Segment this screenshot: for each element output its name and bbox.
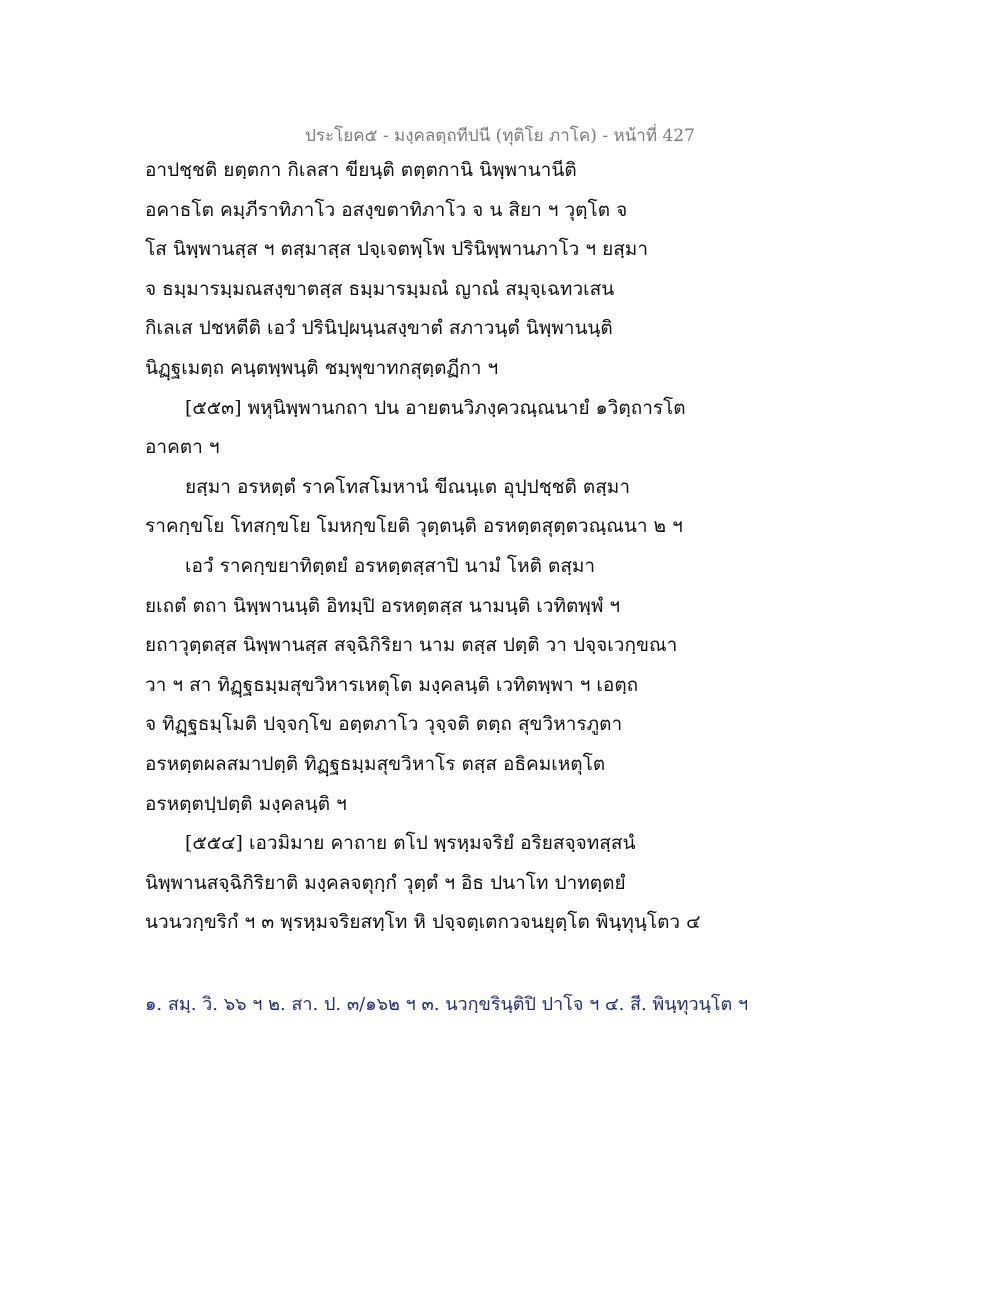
text-line: อาปชฺชติ ยตฺตกา กิเลสา ขียนฺติ ตตฺตกานิ นิพฺพานานีติ [145, 159, 577, 181]
text-line: นิฏฺฐเมตฺถ คนฺตพฺพนฺติ ชมฺพุขาทกสุตฺตฏีกา ฯ [145, 356, 499, 379]
text-line: อาคตา ฯ [145, 436, 220, 459]
text-line: นวนวกฺขริกํ ฯ ๓ พฺรหฺมจริยสทฺโท หิ ปจฺจตฺเตกวจนยุตฺโต พินฺทุนฺโตว ๔ [145, 911, 701, 934]
text-line: ยถาวุตฺตสฺส นิพฺพานสฺส สจฺฉิกิริยา นาม ตสฺส ปตฺติ วา ปจฺจเวกฺขณา [145, 634, 678, 657]
text-line: กิเลเส ปชหตีติ เอวํ ปรินิปฺผนฺนสงฺขาตํ สภาวนฺตํ นิพฺพานนฺติ [145, 317, 613, 340]
text-line: ยเถตํ ตถา นิพฺพานนฺติ อิทมฺปิ อรหตฺตสฺส นามนฺติ เวทิตพฺพํ ฯ [145, 594, 621, 617]
text-line: จ ธมฺมารมฺมณสงฺขาตสฺส ธมฺมารมฺมณํ ญาณํ สมุจฺเฉทวเสน [145, 277, 615, 300]
text-line: โส นิพฺพานสฺส ฯ ตสฺมาสฺส ปจฺเจตพฺโพ ปรินิพฺพานภาโว ฯ ยสฺมา [145, 238, 648, 261]
text-line: อคาธโต คมฺภีราทิภาโว อสงฺขตาทิภาโว จ น สิยา ฯ วุตฺโต จ [145, 198, 628, 221]
text-line: ยสฺมา อรหตฺตํ ราคโทสโมหานํ ขีณนฺเต อุปฺปชฺชติ ตสฺมา [185, 475, 630, 498]
running-head: ประโยค๕ - มงฺคลตฺถทีปนี (ทุติโย ภาโค) - หน้าที่ 427 [305, 126, 695, 146]
paragraph-554-start: [๕๕๔] เอวมิมาย คาถาย ตโป พฺรหฺมจริยํ อริยสจฺจทสฺสนํ [185, 832, 636, 855]
text-line: จ ทิฏฺฐธมฺโมติ ปจฺจกฺโข อตฺตภาโว วุจฺจติ ตตฺถ สุขวิหารภูตา [145, 713, 623, 736]
paragraph-553-start: [๕๕๓] พหุนิพฺพานกถา ปน อายตนวิภงฺควณฺณนายํ ๑วิตฺถารโต [185, 396, 686, 419]
body-text [145, 151, 705, 943]
text-line: อรหตฺตผลสมาปตฺติ ทิฏฺฐธมฺมสุขวิหาโร ตสฺส อธิคมเหตุโต [145, 752, 606, 775]
footnotes: ๑. สมฺ. วิ. ๖๖ ฯ ๒. สา. ป. ๓/๑๖๒ ฯ ๓. นวกฺขรินฺติปิ ปาโจ ฯ ๔. สี. พินฺทุวนฺโต ฯ [145, 994, 749, 1015]
text-line: อรหตฺตปฺปตฺติ มงฺคลนฺติ ฯ [145, 792, 347, 815]
text-line: เอวํ ราคกฺขยาทิตฺตยํ อรหตฺตสฺสาปิ นามํ โหติ ตสฺมา [185, 554, 596, 577]
text-line: ราคกฺขโย โทสกฺขโย โมหกฺขโยติ วุตฺตนฺติ อรหตฺตสุตฺตวณฺณนา ๒ ฯ [145, 515, 683, 538]
text-line: นิพฺพานสจฺฉิกิริยาติ มงฺคลจตุกฺกํ วุตฺตํ ฯ อิธ ปนาโท ปาทตฺตยํ [145, 871, 626, 894]
text-line: วา ฯ สา ทิฏฺฐธมฺมสุขวิหารเหตุโต มงฺคลนฺติ เวทิตพฺพา ฯ เอตฺถ [145, 673, 639, 696]
